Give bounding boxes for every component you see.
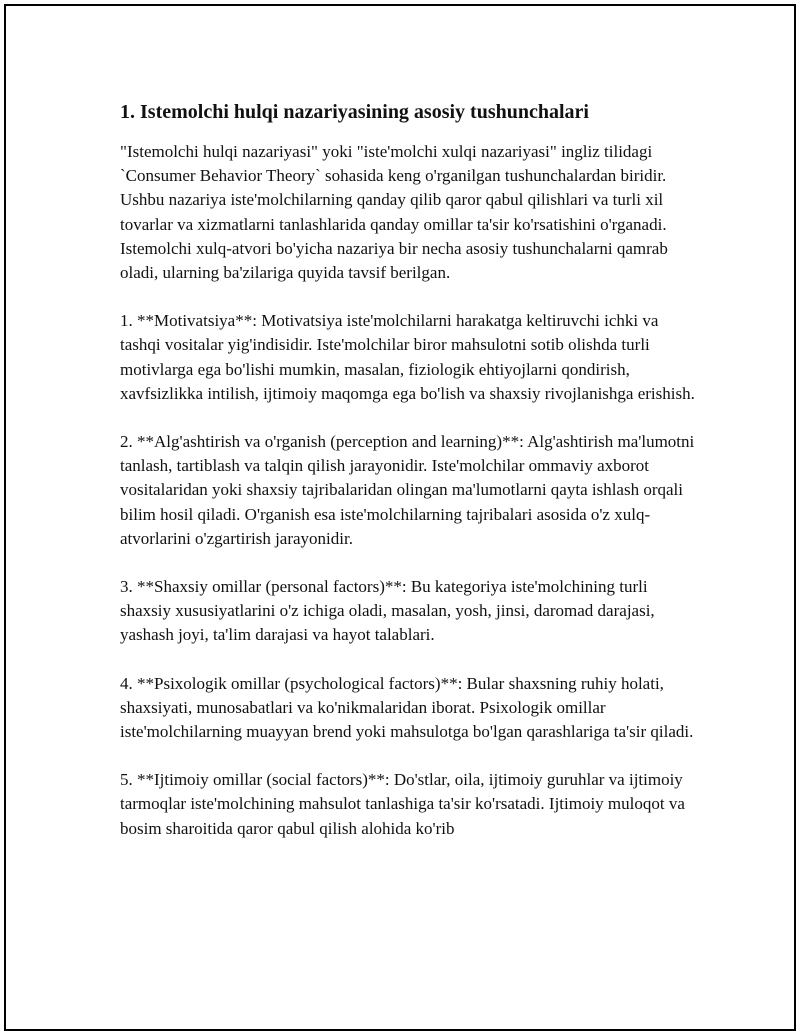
intro-paragraph: "Istemolchi hulqi nazariyasi" yoki "iste'molchi xulqi nazariyasi" ingliz tilidagi `Consumer Behavior Theory` sohasida keng o'rganilgan tushunchalardan biridir. Ushbu nazariya iste'molchilarning qanday qilib qaror qabul qilishlari va turli xil tovarlar va xizmatlarni tanlashlarida qanday omillar ta'sir ko'rsatishini o'rganadi. Istemolchi xulq-atvori bo'yicha nazariya bir necha asosiy tushunchalarni qamrab oladi, ularning ba'zilariga quyida tavsif berilgan. bbox=[120, 142, 668, 283]
psychological-factors-paragraph: 4. **Psixologik omillar (psychological factors)**: Bular shaxsning ruhiy holati, shaxsiyati, munosabatlari va ko'nikmalaridan iborat. Psixologik omillar iste'molchilarning muayyan brend yoki mahsulotga bo'lgan qarashlariga ta'sir qiladi. bbox=[120, 673, 694, 742]
page-frame bbox=[4, 4, 796, 1031]
document-body bbox=[120, 98, 700, 865]
section-heading: 1. Istemolchi hulqi nazariyasining asosiy tushunchalari bbox=[120, 101, 589, 123]
social-factors-paragraph: 5. **Ijtimoiy omillar (social factors)**: Do'stlar, oila, ijtimoiy guruhlar va ijtimoiy tarmoqlar iste'molchining mahsulot tanlashiga ta'sir ko'rsatadi. Ijtimoiy muloqot va bosim sharoitida qaror qabul qilish alohida ko'rib bbox=[120, 770, 685, 838]
personal-factors-paragraph: 3. **Shaxsiy omillar (personal factors)**: Bu kategoriya iste'molchining turli shaxsiy xususiyatlarini o'z ichiga oladi, masalan, yosh, jinsi, daromad darajasi, yashash joyi, ta'lim darajasi va hayot talablari. bbox=[120, 577, 655, 645]
perception-learning-paragraph: 2. **Alg'ashtirish va o'rganish (perception and learning)**: Alg'ashtirish ma'lumotni tanlash, tartiblash va talqin qilish jarayonidir. Iste'molchilar ommaviy axborot vositalaridan yoki shaxsiy tajribalaridan olingan ma'lumotlarni qayta ishlash orqali bilim hosil qiladi. O'rganish esa iste'molchilarning tajribalari asosida o'z xulq-atvorlarini o'zgartirish jarayonidir. bbox=[120, 432, 695, 548]
motivation-paragraph: 1. **Motivatsiya**: Motivatsiya iste'molchilarni harakatga keltiruvchi ichki va tashqi vositalar yig'indisidir. Iste'molchilar biror mahsulotni sotib olishda turli motivlarga ega bo'lishi mumkin, masalan, fiziologik ehtiyojlarni qondirish, xavfsizlikka intilish, ijtimoiy maqomga ega bo'lish va shaxsiy rivojlanishga erishish. bbox=[120, 311, 695, 403]
